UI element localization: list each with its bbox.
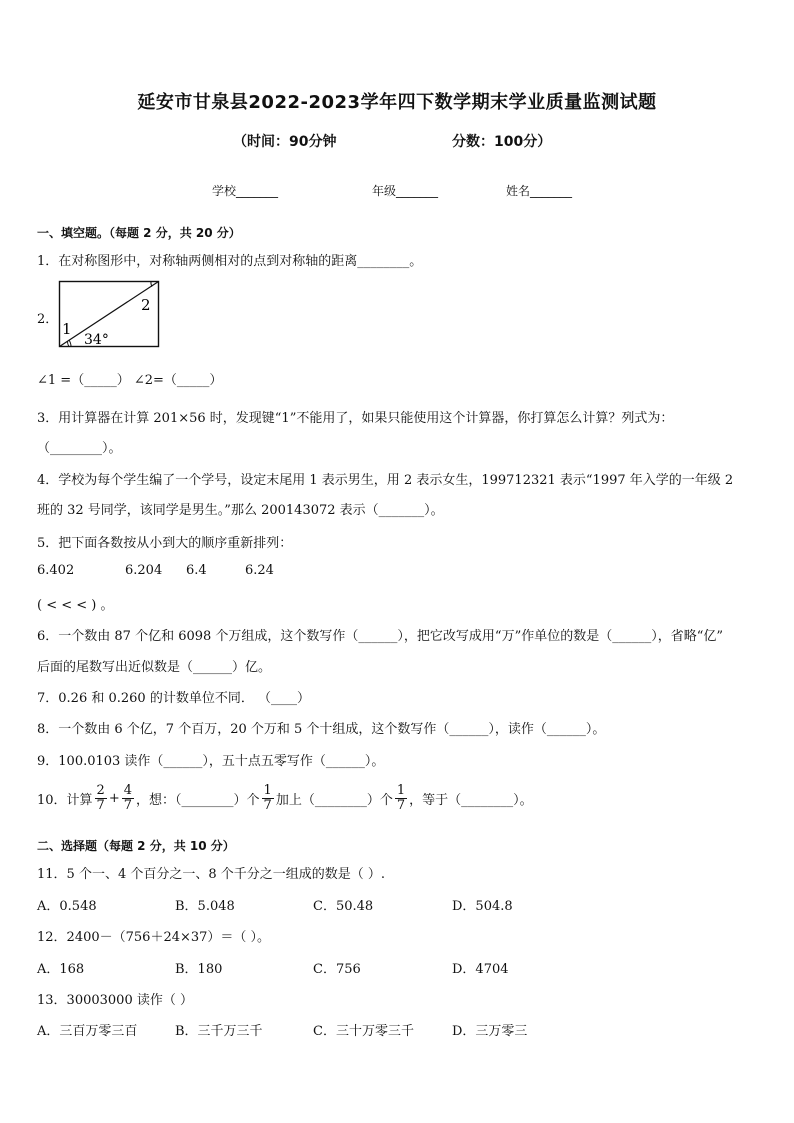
question-9: 9．100.0103 读作（______），五十点五零写作（______）。 [37,754,385,769]
question-10-prefix: 10．计算 [37,793,93,808]
question-5-number-3: 6.4 [186,563,207,578]
question-13-option-b: B．三千万三千 [175,1024,263,1039]
plus-sign: + [108,791,120,806]
question-12-option-a: A．168 [37,962,85,977]
question-5-number-4: 6.24 [245,563,274,578]
question-6-line-1: 6．一个数由 87 个亿和 6098 个万组成，这个数写作（______），把它改写成用“万”作单位的数是（______），省略“亿” [37,629,724,644]
question-11-option-d: D．504.8 [452,899,513,914]
school-field: 学校_______ [212,184,279,198]
question-4-line-1: 4．学校为每个学生编了一个学号，设定末尾用 1 表示男生，用 2 表示女生，199712321 表示“1997 年入学的一年级 2 [37,473,734,488]
angle-value-label: 34° [84,332,109,348]
question-6-line-2: 后面的尾数写出近似数是（______）亿。 [37,660,272,675]
fraction-4-7 [122,784,134,813]
question-2-answer: ∠1 =（_____） ∠2=（_____） [37,373,223,388]
fraction-denominator: 7 [396,798,406,813]
question-12-option-b: B．180 [175,962,223,977]
question-5-number-1: 6.402 [37,563,75,578]
angle-2-label: 2 [141,296,151,314]
fraction-1-7-a [262,784,274,813]
question-12-option-d: D．4704 [452,962,509,977]
name-field: 姓名_______ [506,184,573,198]
question-12-option-c: C．756 [313,962,361,977]
fraction-denominator: 7 [123,798,133,813]
question-11-option-a: A．0.548 [37,899,97,914]
fraction-numerator: 1 [396,783,406,798]
question-10-think: ，想：（________）个 [136,793,260,808]
exam-time: （时间：90分钟 [233,134,337,150]
fraction-numerator: 1 [263,783,272,798]
fraction-numerator: 4 [123,783,133,798]
exam-score: 分数：100分） [452,134,552,150]
question-2-number: 2． [37,312,59,327]
question-10 [37,784,533,813]
question-5-number-2: 6.204 [125,563,163,578]
question-1: 1．在对称图形中，对称轴两侧相对的点到对称轴的距离________。 [37,254,423,269]
question-11: 11．5 个一、4 个百分之一、8 个千分之一组成的数是（ ）. [37,867,386,882]
section-choice-heading: 二、选择题（每题 2 分，共 10 分） [37,839,235,853]
question-8: 8．一个数由 6 个亿，7 个百万，20 个万和 5 个十组成，这个数写作（______），读作（______）。 [37,722,606,737]
question-5-answer-line: ( < < < ) 。 [37,598,114,613]
question-13-option-c: C．三十万零三千 [313,1024,414,1039]
angle-1-label: 1 [62,320,72,338]
fraction-1-7-b [395,784,407,813]
fraction-denominator: 7 [96,798,105,813]
question-12: 12．2400－（756＋24×37）＝（ ）。 [37,930,271,945]
question-4-line-2: 班的 32 号同学，该同学是男生。”那么 200143072 表示（_______）。 [37,503,444,518]
question-10-equals: ，等于（________）。 [409,793,533,808]
rectangle-diagonal-figure [58,280,160,348]
question-7: 7．0.26 和 0.260 的计数单位不同． （____） [37,691,310,706]
page-title: 延安市甘泉县2022-2023学年四下数学期末学业质量监测试题 [137,92,657,113]
question-13-option-d: D．三万零三 [452,1024,528,1039]
question-11-option-b: B．5.048 [175,899,235,914]
grade-field: 年级_______ [372,184,439,198]
question-11-option-c: C．50.48 [313,899,374,914]
question-5-line-1: 5．把下面各数按从小到大的顺序重新排列： [37,536,293,551]
question-13: 13．30003000 读作（ ） [37,993,193,1008]
fraction-2-7 [95,784,107,813]
question-13-option-a: A．三百万零三百 [37,1024,138,1039]
section-fill-heading: 一、填空题。（每题 2 分，共 20 分） [37,226,241,240]
question-3-line-1: 3．用计算器在计算 201×56 时，发现键“1”不能用了，如果只能使用这个计算器，你打算怎么计算？列式为： [37,411,674,426]
question-3-line-2: （________）。 [37,441,122,456]
fraction-denominator: 7 [263,798,272,813]
fraction-numerator: 2 [96,783,105,798]
question-10-add: 加上（________）个 [275,793,393,808]
